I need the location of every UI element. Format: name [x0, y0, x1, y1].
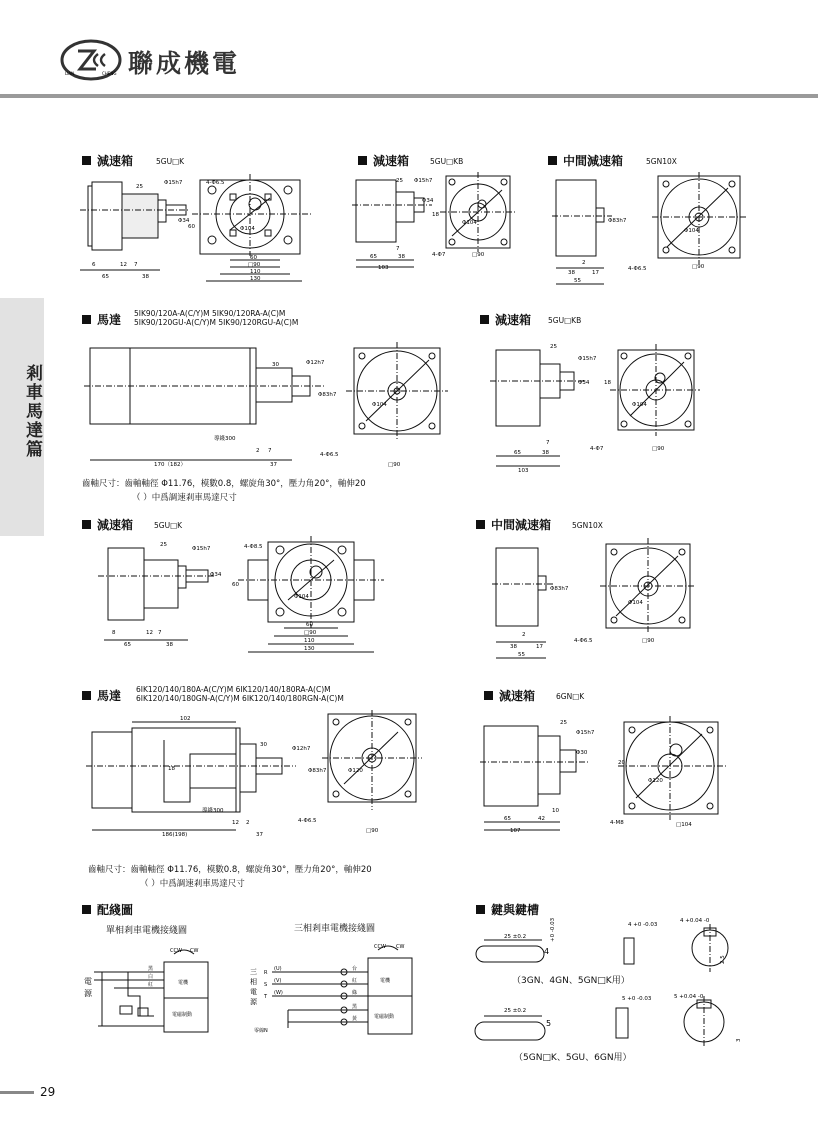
- svg-text:5 +0 -0.03: 5 +0 -0.03: [622, 996, 652, 1002]
- svg-text:17: 17: [592, 270, 599, 276]
- drawing-5guk-row1: [80, 172, 330, 287]
- svg-text:電: 電: [84, 977, 92, 986]
- logo-text-left: LIAN: [65, 71, 75, 76]
- svg-text:紅: 紅: [352, 978, 358, 984]
- svg-text:Φ104: Φ104: [628, 600, 643, 606]
- svg-text:白: 白: [148, 974, 154, 980]
- svg-text:Φ104: Φ104: [462, 220, 477, 226]
- svg-text:4-Φ7: 4-Φ7: [432, 252, 446, 258]
- svg-text:Φ104: Φ104: [684, 228, 699, 234]
- svg-text:25: 25: [160, 542, 167, 548]
- svg-text:60: 60: [306, 622, 313, 628]
- svg-text:□90: □90: [248, 262, 261, 268]
- svg-text:Φ34: Φ34: [210, 572, 222, 578]
- svg-text:10: 10: [552, 808, 559, 814]
- heading-intermediate-gearbox: 中間減速箱: [548, 152, 623, 169]
- side-tab: [0, 298, 44, 536]
- logo-text-right: CHENG: [102, 71, 117, 76]
- svg-text:□90: □90: [652, 446, 665, 452]
- svg-text:□90: □90: [366, 828, 379, 834]
- drawing-5gukb-row1: [352, 172, 517, 272]
- svg-text:Φ104: Φ104: [240, 226, 255, 232]
- svg-text:源: 源: [250, 998, 257, 1006]
- svg-text:103: 103: [518, 468, 529, 474]
- svg-text:37: 37: [256, 832, 263, 838]
- svg-text:107: 107: [510, 828, 521, 834]
- brand-name: 聯成機電: [128, 49, 241, 78]
- svg-text:7: 7: [268, 448, 272, 454]
- heading-motor-6ik: 馬達: [82, 687, 121, 704]
- svg-text:Φ83h7: Φ83h7: [308, 768, 327, 774]
- svg-text:65: 65: [102, 274, 109, 280]
- svg-text:103: 103: [378, 265, 389, 271]
- svg-text:102: 102: [180, 716, 191, 722]
- svg-text:Φ83h7: Φ83h7: [318, 392, 337, 398]
- svg-text:7: 7: [158, 630, 162, 636]
- keys-caption-2: （5GN□K、5GU、6GN用）: [514, 1053, 632, 1063]
- svg-text:+0 -0.03: +0 -0.03: [550, 917, 556, 942]
- drawing-5gn10x-row1: [552, 172, 747, 290]
- svg-text:55: 55: [574, 278, 581, 284]
- caption-three-phase: 三相剎車電機接綫圖: [294, 924, 376, 934]
- heading-motor-5ik90: 馬達: [82, 311, 121, 328]
- svg-text:4-Φ8.5: 4-Φ8.5: [244, 544, 263, 550]
- svg-text:Φ15h7: Φ15h7: [192, 546, 211, 552]
- svg-text:□90: □90: [472, 252, 485, 258]
- heading-gearbox-6gnk: 減速箱: [484, 687, 535, 704]
- svg-text:黑: 黑: [352, 1004, 358, 1010]
- svg-text:Φ34: Φ34: [578, 380, 590, 386]
- svg-text:Φ15h7: Φ15h7: [576, 730, 595, 736]
- svg-text:110: 110: [304, 638, 315, 644]
- code-5gn10x-row3: 5GN10X: [572, 521, 603, 530]
- svg-text:38: 38: [166, 642, 173, 648]
- heading-wiring: 配綫圖: [82, 901, 133, 918]
- code-5gukb-row2: 5GU□KB: [548, 316, 582, 325]
- svg-text:Φ34: Φ34: [178, 218, 190, 224]
- svg-text:2: 2: [256, 448, 260, 454]
- svg-text:4 +0.04 -0: 4 +0.04 -0: [680, 918, 710, 924]
- model-6ik-line1: 6IK120/140/180A-A(C/Y)M 6IK120/140/180RA-A(C)M: [136, 685, 331, 694]
- svg-text:CW: CW: [190, 948, 199, 954]
- svg-text:S: S: [264, 982, 268, 988]
- svg-text:7: 7: [134, 262, 138, 268]
- svg-text:相: 相: [250, 978, 257, 986]
- svg-text:2: 2: [522, 632, 526, 638]
- code-6gnk: 6GN□K: [556, 692, 585, 701]
- svg-text:42: 42: [538, 816, 545, 822]
- company-logo: [60, 38, 122, 82]
- svg-text:黃: 黃: [352, 1016, 358, 1022]
- svg-text:源: 源: [84, 989, 92, 998]
- svg-text:紅: 紅: [148, 982, 154, 988]
- svg-text:65: 65: [514, 450, 521, 456]
- svg-text:□90: □90: [304, 630, 317, 636]
- svg-text:Φ83h7: Φ83h7: [550, 586, 569, 592]
- svg-text:130: 130: [304, 646, 315, 652]
- svg-text:Φ30: Φ30: [576, 750, 588, 756]
- svg-text:25 ±0.2: 25 ±0.2: [504, 1008, 527, 1014]
- drawing-6gnk: [480, 712, 730, 832]
- svg-text:60: 60: [232, 582, 239, 588]
- svg-text:6: 6: [92, 262, 96, 268]
- svg-text:4-Φ6.5: 4-Φ6.5: [320, 452, 339, 458]
- svg-text:(V): (V): [274, 978, 282, 984]
- svg-text:電機: 電機: [380, 978, 391, 984]
- code-5gn10x: 5GN10X: [646, 157, 677, 166]
- svg-text:零線N: 零線N: [254, 1028, 268, 1034]
- svg-text:5: 5: [546, 1019, 552, 1028]
- code-5gukb: 5GU□KB: [430, 157, 464, 166]
- svg-text:25 ±0.2: 25 ±0.2: [504, 934, 527, 940]
- svg-text:□90: □90: [388, 462, 401, 468]
- svg-text:4: 4: [544, 947, 550, 956]
- svg-text:12: 12: [120, 262, 127, 268]
- svg-text:電: 電: [250, 988, 257, 996]
- svg-text:18: 18: [168, 766, 175, 772]
- svg-text:R: R: [264, 970, 268, 976]
- svg-text:4-Φ6.5: 4-Φ6.5: [298, 818, 317, 824]
- svg-text:65: 65: [370, 254, 377, 260]
- speed-note-row2: （ ）中爲調速剎車馬達尺寸: [132, 493, 237, 503]
- svg-text:4-Φ6.5: 4-Φ6.5: [574, 638, 593, 644]
- svg-text:18: 18: [604, 380, 611, 386]
- heading-gearbox-5guk: 減速箱: [82, 152, 133, 169]
- svg-text:5 +0.04 -0: 5 +0.04 -0: [674, 994, 704, 1000]
- page-number-bar: [0, 1091, 34, 1094]
- model-6ik-line2: 6IK120/140/180GN-A(C/Y)M 6IK120/140/180RGN-A(C)M: [136, 694, 344, 703]
- svg-text:Φ34: Φ34: [422, 198, 434, 204]
- model-line1: 5IK90/120A-A(C/Y)M 5IK90/120RA-A(C)M: [134, 309, 286, 318]
- svg-text:7: 7: [396, 246, 400, 252]
- svg-text:8: 8: [112, 630, 116, 636]
- svg-text:4-M8: 4-M8: [610, 820, 624, 826]
- svg-text:Φ120: Φ120: [648, 778, 663, 784]
- svg-text:7: 7: [546, 440, 550, 446]
- svg-text:Φ15h7: Φ15h7: [578, 356, 597, 362]
- drawing-5guk-row3: [98, 536, 388, 658]
- svg-text:2: 2: [246, 820, 250, 826]
- svg-text:(U): (U): [274, 966, 282, 972]
- svg-text:25: 25: [396, 178, 403, 184]
- svg-text:65: 65: [124, 642, 131, 648]
- svg-text:導綫300: 導綫300: [214, 436, 236, 442]
- caption-single-phase: 單相剎車電機接綫圖: [106, 926, 188, 936]
- svg-text:Φ104: Φ104: [294, 594, 309, 600]
- page-number: 29: [40, 1085, 56, 1099]
- heading-gearbox-5gukb: 減速箱: [358, 152, 409, 169]
- svg-text:台: 台: [352, 966, 358, 972]
- drawing-5gn10x-row3: [492, 538, 702, 666]
- shaft-note-row4: 齒軸尺寸：齒軸軸徑 Φ11.76，模數0.8，螺旋角30°，壓力角20°，軸伸20: [88, 865, 372, 875]
- svg-text:黑: 黑: [148, 966, 154, 972]
- svg-text:CCW: CCW: [374, 944, 386, 950]
- svg-text:25: 25: [550, 344, 557, 350]
- svg-text:130: 130: [250, 276, 261, 282]
- svg-text:55: 55: [518, 652, 525, 658]
- svg-text:導綫300: 導綫300: [202, 808, 224, 814]
- svg-text:三: 三: [250, 968, 257, 976]
- side-tab-label: 剎車馬達篇: [22, 364, 42, 459]
- code-5guk: 5GU□K: [156, 157, 185, 166]
- drawing-5gukb-row2: [490, 336, 700, 474]
- drawing-motor-5ik90: [84, 336, 452, 470]
- svg-text:Φ15h7: Φ15h7: [414, 178, 433, 184]
- svg-text:38: 38: [568, 270, 575, 276]
- svg-text:4 +0 -0.03: 4 +0 -0.03: [628, 922, 658, 928]
- code-5guk-row3: 5GU□K: [154, 521, 183, 530]
- svg-text:110: 110: [250, 269, 261, 275]
- svg-text:電磁制動: 電磁制動: [172, 1012, 193, 1018]
- svg-text:12: 12: [146, 630, 153, 636]
- model-line2: 5IK90/120GU-A(C/Y)M 5IK90/120RGU-A(C)M: [134, 318, 299, 327]
- svg-text:T: T: [264, 994, 268, 1000]
- keys-caption-1: （3GN、4GN、5GN□K用）: [512, 976, 630, 986]
- svg-text:Φ120: Φ120: [348, 768, 363, 774]
- svg-text:(W): (W): [274, 990, 283, 996]
- svg-text:3: 3: [736, 1038, 742, 1042]
- svg-text:12: 12: [232, 820, 239, 826]
- svg-text:Φ104: Φ104: [632, 402, 647, 408]
- svg-text:CW: CW: [396, 944, 405, 950]
- drawing-motor-6ik: [86, 710, 456, 840]
- heading-intermediate-gearbox-row3: 中間減速箱: [476, 516, 551, 533]
- svg-text:30: 30: [272, 362, 279, 368]
- svg-text:2: 2: [582, 260, 586, 266]
- svg-text:38: 38: [398, 254, 405, 260]
- svg-text:Φ12h7: Φ12h7: [292, 746, 311, 752]
- wiring-single-phase: [84, 940, 224, 1040]
- speed-note-row4: （ ）中爲調速剎車馬達尺寸: [140, 879, 245, 889]
- svg-text:CCW: CCW: [170, 948, 182, 954]
- svg-text:30: 30: [260, 742, 267, 748]
- svg-text:60: 60: [250, 255, 257, 261]
- heading-gearbox-5guk-row3: 減速箱: [82, 516, 133, 533]
- header-divider: [0, 94, 818, 98]
- svg-text:17: 17: [536, 644, 543, 650]
- svg-text:4-Φ7: 4-Φ7: [590, 446, 604, 452]
- svg-text:□90: □90: [642, 638, 655, 644]
- svg-text:60: 60: [188, 224, 195, 230]
- svg-text:38: 38: [542, 450, 549, 456]
- svg-text:電機: 電機: [178, 980, 189, 986]
- svg-text:綠: 綠: [352, 990, 358, 996]
- svg-text:38: 38: [142, 274, 149, 280]
- svg-text:Φ83h7: Φ83h7: [608, 218, 627, 224]
- svg-text:25: 25: [560, 720, 567, 726]
- svg-text:□90: □90: [692, 264, 705, 270]
- svg-text:4-Φ6.5: 4-Φ6.5: [628, 266, 647, 272]
- svg-text:2.5: 2.5: [720, 955, 726, 964]
- heading-keys: 鍵與鍵槽: [476, 901, 539, 918]
- svg-text:20: 20: [618, 760, 625, 766]
- svg-text:65: 65: [504, 816, 511, 822]
- svg-text:□104: □104: [676, 822, 692, 828]
- svg-text:186(198): 186(198): [162, 832, 188, 838]
- svg-text:18: 18: [432, 212, 439, 218]
- svg-text:Φ12h7: Φ12h7: [306, 360, 325, 366]
- svg-text:Φ15h7: Φ15h7: [164, 180, 183, 186]
- heading-gearbox-5gukb-row2: 減速箱: [480, 311, 531, 328]
- svg-text:25: 25: [136, 184, 143, 190]
- svg-text:電磁制動: 電磁制動: [374, 1014, 395, 1020]
- svg-text:4-Φ6.5: 4-Φ6.5: [206, 180, 225, 186]
- shaft-note-row2: 齒軸尺寸：齒軸軸徑 Φ11.76，模數0.8，螺旋角30°，壓力角20°，軸伸20: [82, 479, 366, 489]
- svg-text:170（182）: 170（182）: [154, 462, 186, 468]
- wiring-three-phase: [248, 938, 416, 1038]
- svg-text:37: 37: [270, 462, 277, 468]
- svg-text:Φ104: Φ104: [372, 402, 387, 408]
- svg-text:38: 38: [510, 644, 517, 650]
